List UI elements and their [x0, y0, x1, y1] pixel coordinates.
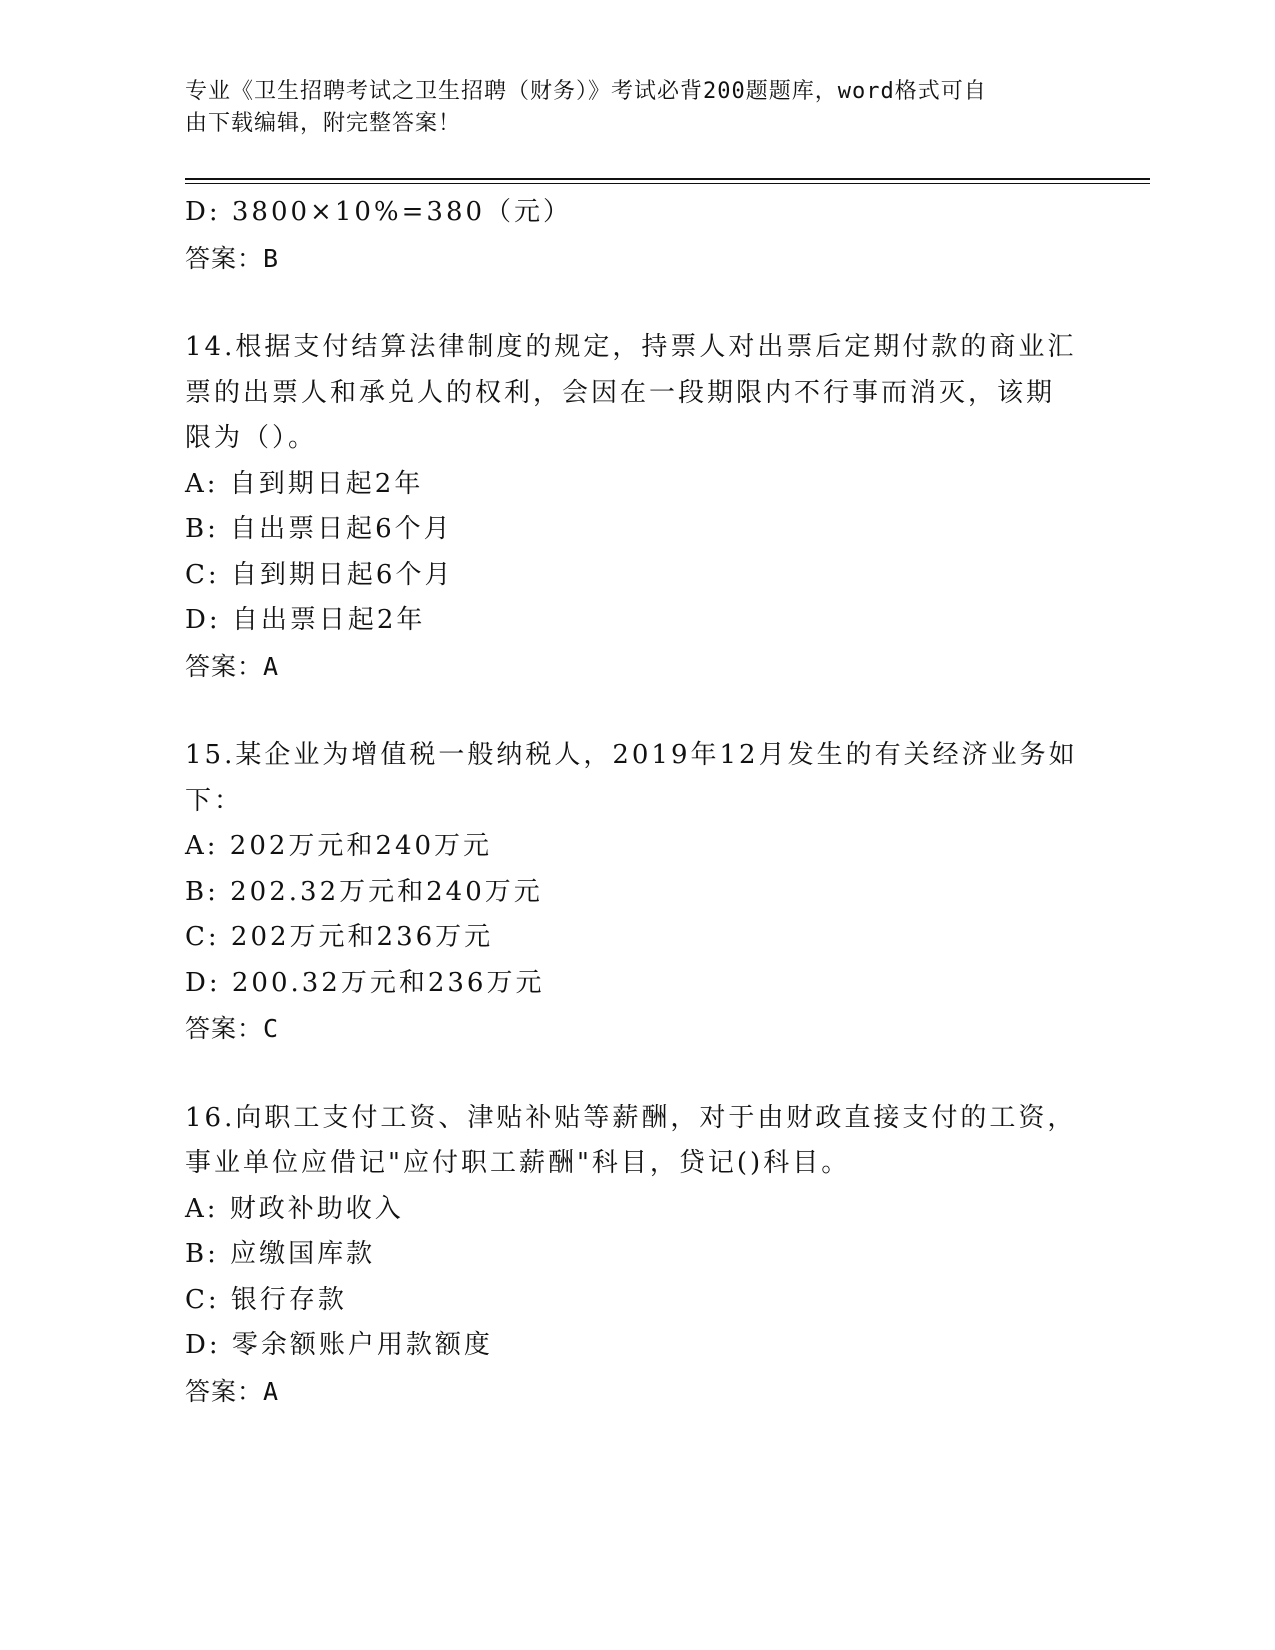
- question-15: [185, 733, 1150, 1052]
- option-a: A: 财政补助收入: [185, 1193, 404, 1224]
- question-text-line: 16.向职工支付工资、津贴补贴等薪酬，对于由财政直接支付的工资，: [185, 1102, 1077, 1133]
- option-a: A: 自到期日起2年: [185, 468, 424, 499]
- previous-question-tail: [185, 190, 1150, 281]
- option-a: A: 202万元和240万元: [185, 831, 493, 861]
- question-text-line: 事业单位应借记"应付职工薪酬"科目，贷记()科目。: [185, 1148, 851, 1178]
- answer: 答案：A: [185, 651, 280, 681]
- spacer: [185, 1052, 1150, 1096]
- answer: 答案：B: [185, 243, 280, 273]
- question-14: [185, 325, 1150, 689]
- option-d: D: 200.32万元和236万元: [185, 967, 545, 998]
- question-text-line: 15.某企业为增值税一般纳税人，2019年12月发生的有关经济业务如: [185, 740, 1078, 770]
- document-page: [185, 0, 1150, 1650]
- answer: 答案：A: [185, 1376, 280, 1406]
- question-16: [185, 1096, 1150, 1415]
- spacer: [185, 281, 1150, 325]
- option-c: C: 202万元和236万元: [185, 922, 494, 952]
- question-text-line: 限为（）。: [185, 423, 318, 453]
- spacer: [185, 689, 1150, 733]
- answer: 答案：C: [185, 1014, 280, 1043]
- option-b: B: 202.32万元和240万元: [185, 876, 543, 907]
- option-b: B: 应缴国库款: [185, 1239, 376, 1269]
- option-c: C: 银行存款: [185, 1284, 347, 1315]
- header-line-2: 由下载编辑，附完整答案！: [185, 111, 462, 136]
- question-text-line: 14.根据支付结算法律制度的规定，持票人对出票后定期付款的商业汇: [185, 332, 1077, 362]
- option-d: D: 零余额账户用款额度: [185, 1330, 493, 1360]
- question-text-line: 票的出票人和承兑人的权利，会因在一段期限内不行事而消灭，该期: [185, 377, 1056, 408]
- header-line-1: 专业《卫生招聘考试之卫生招聘（财务）》考试必背200题题库，word格式可自: [185, 79, 987, 104]
- option-d: D: 3800×10%=380（元）: [185, 197, 573, 227]
- option-d: D: 自出票日起2年: [185, 605, 426, 635]
- document-header: [185, 76, 1045, 140]
- header-rule-thick: [185, 178, 1150, 180]
- option-c: C: 自到期日起6个月: [185, 559, 454, 590]
- option-b: B: 自出票日起6个月: [185, 514, 453, 544]
- header-rule-thin: [185, 183, 1150, 184]
- question-content: [185, 190, 1150, 1414]
- question-text-line: 下：: [185, 785, 244, 816]
